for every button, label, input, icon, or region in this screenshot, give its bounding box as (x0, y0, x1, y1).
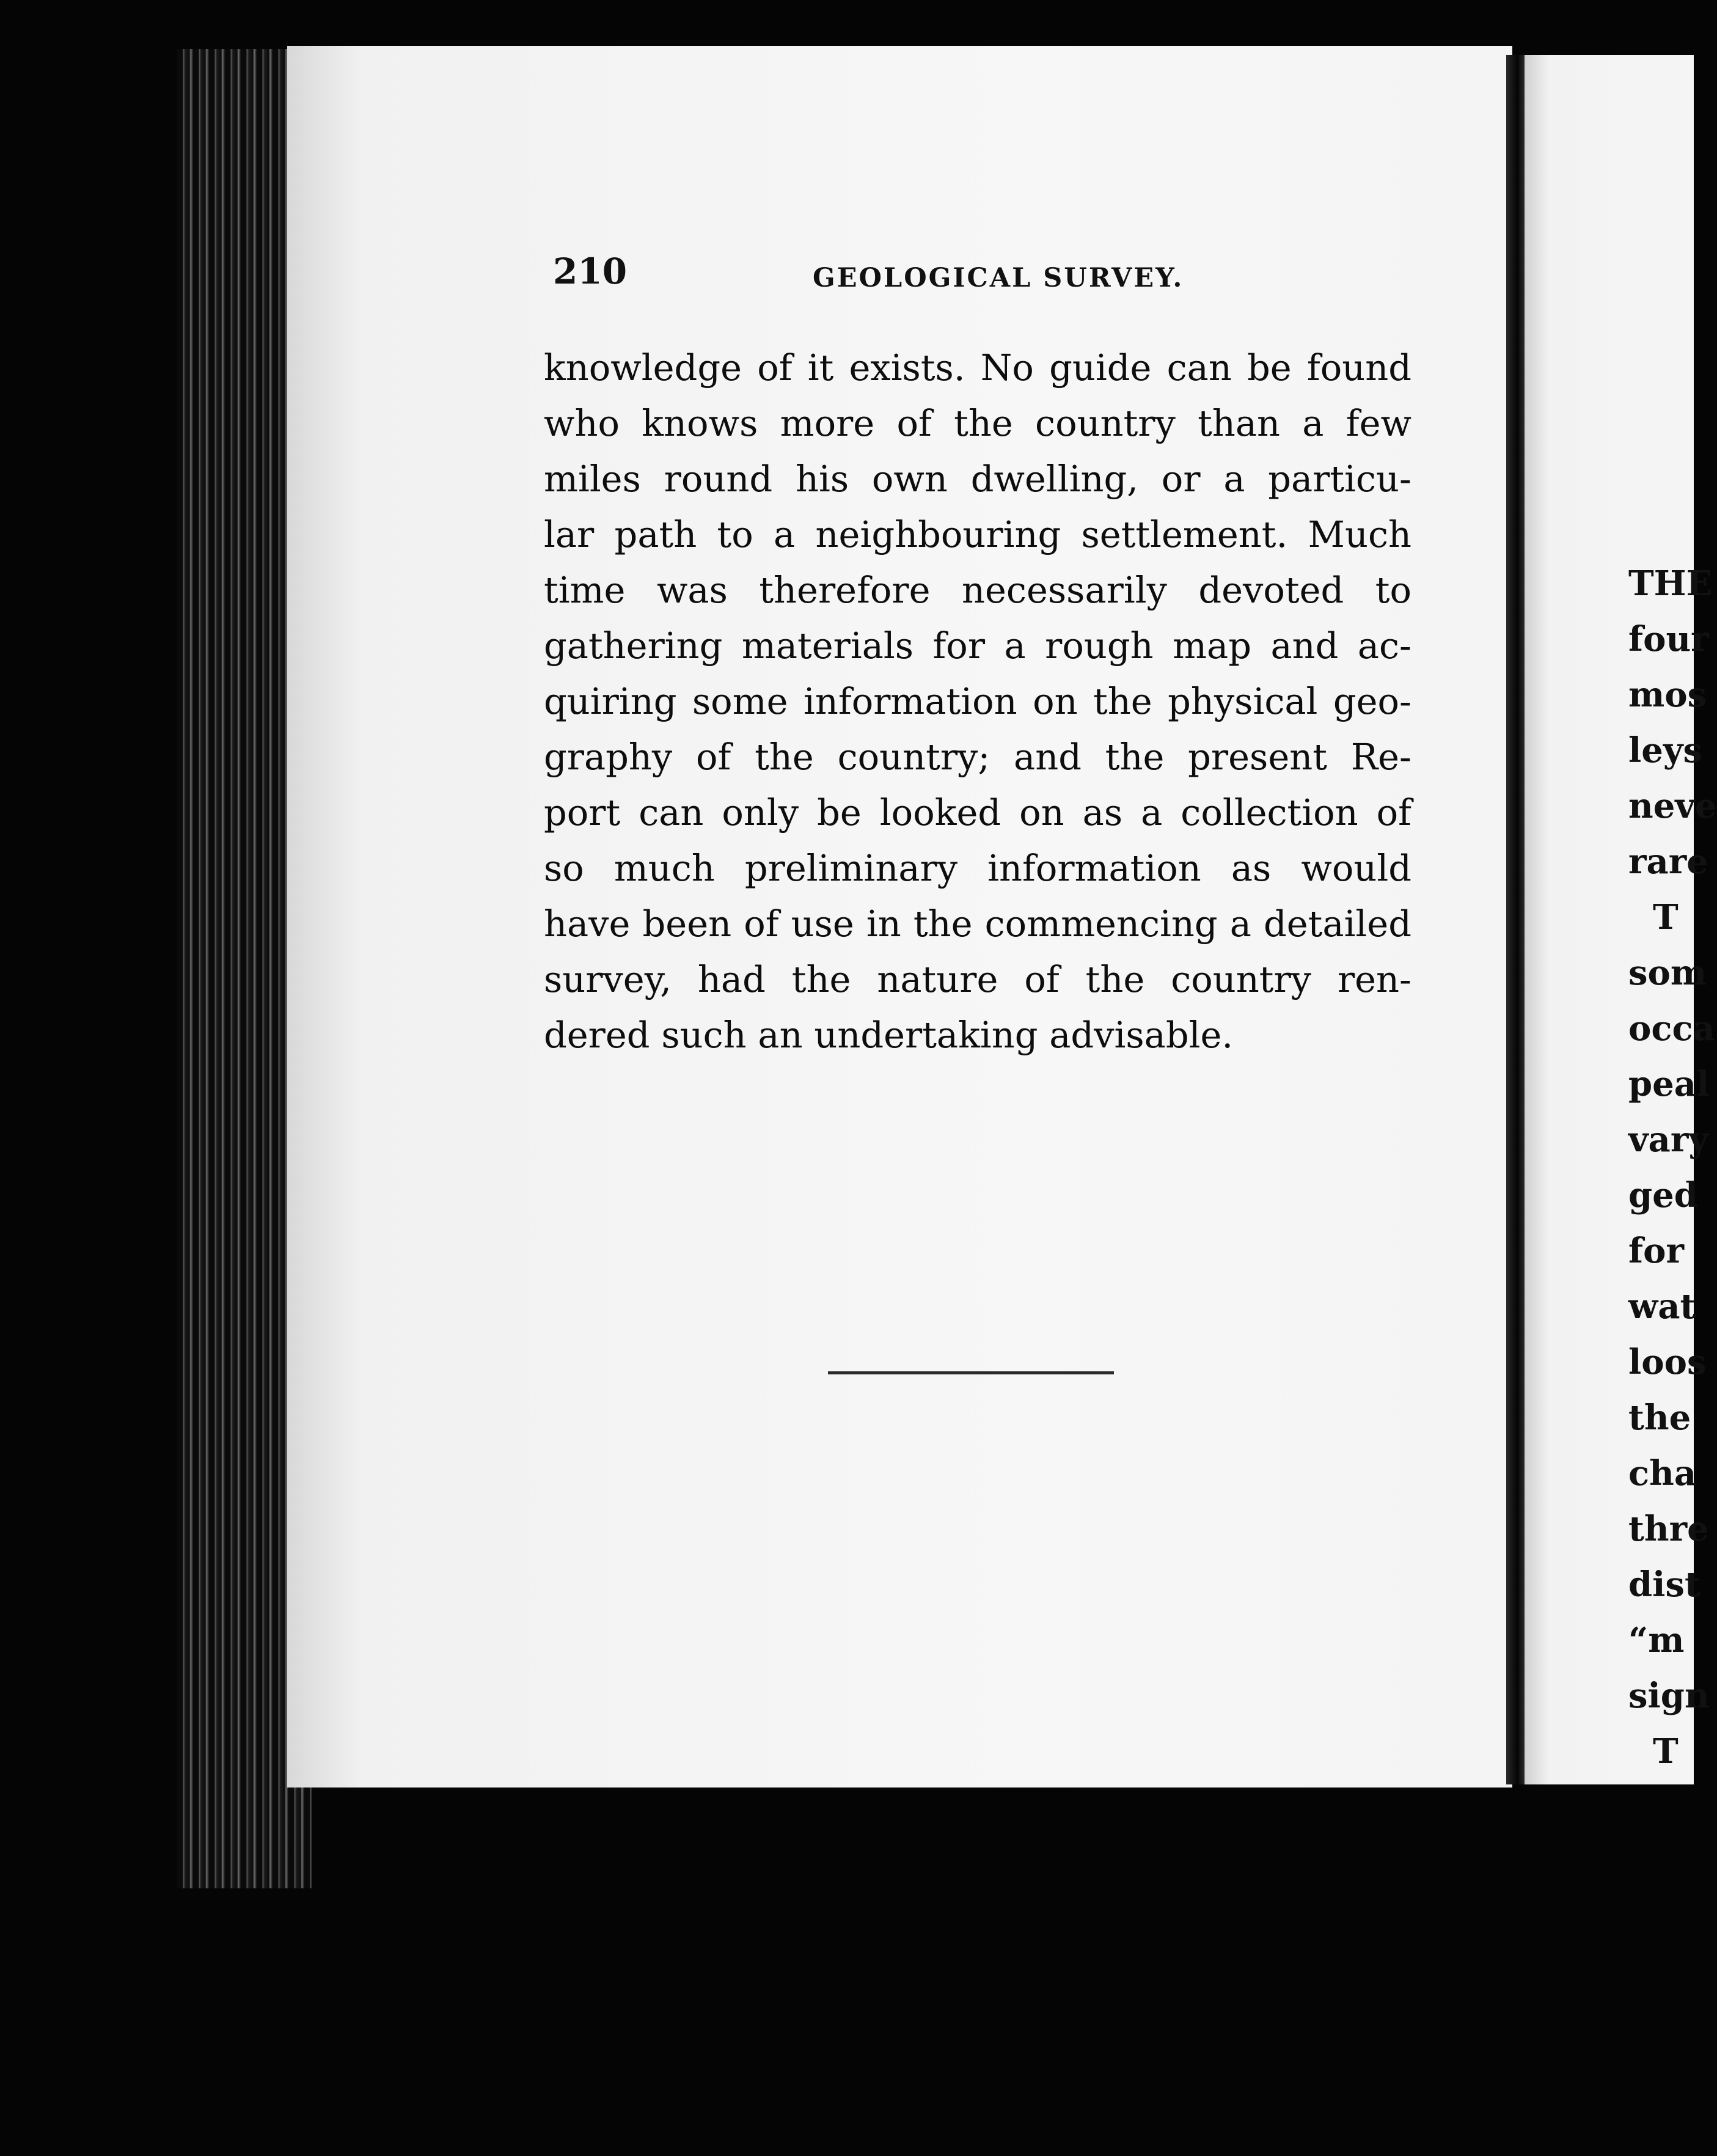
fragment-line: peal (1628, 1064, 1710, 1104)
text-line: knowledge of it exists. No guide can be found (544, 346, 1411, 389)
text-line: lar path to a neighbouring settlement. Much (544, 513, 1411, 556)
fragment-line: for (1628, 1231, 1684, 1271)
fragment-line: wat (1628, 1286, 1696, 1327)
text-line: survey, had the nature of the country ren- (544, 958, 1411, 1000)
running-head: GEOLOGICAL SURVEY. (813, 263, 1184, 293)
fragment-line: ged (1628, 1175, 1698, 1216)
book-gutter (1506, 55, 1525, 1784)
fragment-line: THE (1628, 563, 1713, 604)
fragment-line: vary (1628, 1120, 1708, 1160)
fragment-line: T (1653, 897, 1679, 937)
fragment-line: four (1628, 619, 1709, 659)
fragment-line: occa (1628, 1008, 1715, 1049)
text-line: miles round his own dwelling, or a particu- (544, 458, 1411, 500)
section-divider (828, 1371, 1114, 1374)
text-line: dered such an undertaking advisable. (544, 1014, 1234, 1056)
fragment-line: som (1628, 953, 1707, 993)
text-line: gathering materials for a rough map and ac- (544, 625, 1411, 667)
text-line: quiring some information on the physical geo- (544, 680, 1411, 722)
text-line: port can only be looked on as a collection of (544, 791, 1411, 834)
page-header (553, 251, 1408, 299)
fragment-line: the (1628, 1398, 1691, 1438)
fragment-line: mos (1628, 675, 1707, 715)
fragment-line: sign (1628, 1676, 1710, 1716)
fragment-line: dist (1628, 1564, 1701, 1605)
right-page-text (1628, 556, 1717, 1780)
text-line: graphy of the country; and the present Re- (544, 736, 1411, 778)
fragment-line: T (1653, 1731, 1679, 1772)
text-line: who knows more of the country than a few (544, 402, 1411, 444)
fragment-line: leys (1628, 730, 1702, 771)
fragment-line: cha (1628, 1453, 1697, 1494)
body-text (544, 340, 1411, 1063)
fragment-line: loos (1628, 1342, 1707, 1382)
fragment-line: thre (1628, 1509, 1709, 1549)
page-number: 210 (553, 251, 628, 292)
text-line: time was therefore necessarily devoted to (544, 569, 1411, 611)
text-line: have been of use in the commencing a detailed (544, 903, 1411, 945)
text-line: so much preliminary information as would (544, 847, 1411, 889)
fragment-line: “m (1628, 1620, 1685, 1660)
fragment-line: rare (1628, 842, 1708, 882)
fragment-line: neve (1628, 786, 1717, 826)
